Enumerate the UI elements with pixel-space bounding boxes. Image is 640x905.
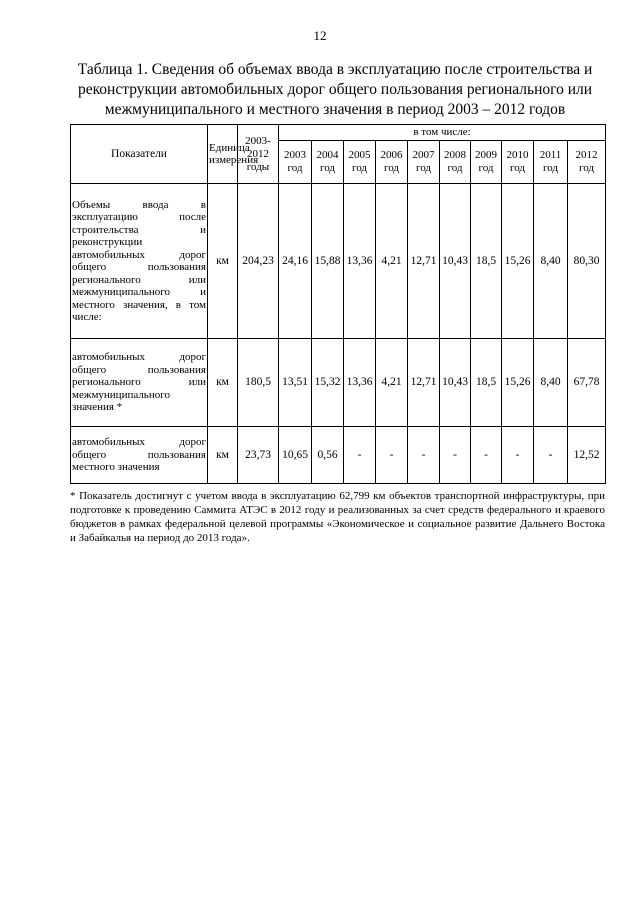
row-label: Объемы ввода в эксплуатацию после строительства и реконструкции автомобильных дорог общего пользования регионального или межмуниципального и местного значения, в том числе: [71, 184, 208, 339]
row-value: 0,56 [312, 427, 344, 484]
header-year: 2010 год [502, 141, 534, 184]
row-value: 4,21 [376, 184, 408, 339]
row-value: 10,43 [440, 184, 471, 339]
header-year: 2005 год [344, 141, 376, 184]
row-value: 13,51 [279, 339, 312, 427]
header-year: 2009 год [471, 141, 502, 184]
row-value: - [376, 427, 408, 484]
row-label: автомобильных дорог общего пользования регионального или межмуниципального значения * [71, 339, 208, 427]
row-value: 10,65 [279, 427, 312, 484]
row-value: 15,26 [502, 184, 534, 339]
footnote: * Показатель достигнут с учетом ввода в эксплуатацию 62,799 км объектов транспортной инфраструктуры, при подготовке к проведению Саммита АТЭС в 2012 году и реализованных за счет средств федерального и краевого бюджетов в рамках федеральной целевой программы «Экономическое и социальное развитие Дальнего Востока и Забайкалья на период до 2013 года». [70, 490, 605, 544]
row-value: 15,32 [312, 339, 344, 427]
header-year: 2007 год [408, 141, 440, 184]
row-value: 12,71 [408, 339, 440, 427]
row-value: 12,71 [408, 184, 440, 339]
row-value: 8,40 [534, 339, 568, 427]
page-number: 12 [313, 28, 327, 43]
row-value: 15,26 [502, 339, 534, 427]
row-value: - [344, 427, 376, 484]
row-value: - [502, 427, 534, 484]
row-total: 180,5 [238, 339, 279, 427]
header-year: 2012 год [568, 141, 606, 184]
header-year: 2011 год [534, 141, 568, 184]
row-value: 4,21 [376, 339, 408, 427]
table-row [71, 184, 606, 339]
header-total: 2003-2012 годы [238, 125, 279, 184]
row-total: 23,73 [238, 427, 279, 484]
header-unit: Единица измерения [208, 125, 238, 184]
row-unit: км [208, 339, 238, 427]
row-value: 8,40 [534, 184, 568, 339]
row-label: автомобильных дорог общего пользования местного значения [71, 427, 208, 484]
header-including: в том числе: [279, 125, 606, 141]
data-table [70, 124, 606, 484]
row-total: 204,23 [238, 184, 279, 339]
row-value: 24,16 [279, 184, 312, 339]
row-value: - [440, 427, 471, 484]
table-row [71, 427, 606, 484]
row-value: 13,36 [344, 184, 376, 339]
header-year: 2006 год [376, 141, 408, 184]
row-value: 67,78 [568, 339, 606, 427]
row-value: 12,52 [568, 427, 606, 484]
row-unit: км [208, 427, 238, 484]
table-row [71, 339, 606, 427]
row-value: - [408, 427, 440, 484]
row-value: - [471, 427, 502, 484]
row-value: - [534, 427, 568, 484]
header-indicators: Показатели [71, 125, 208, 184]
row-value: 18,5 [471, 339, 502, 427]
header-year: 2008 год [440, 141, 471, 184]
header-year: 2004 год [312, 141, 344, 184]
row-unit: км [208, 184, 238, 339]
row-value: 13,36 [344, 339, 376, 427]
row-value: 15,88 [312, 184, 344, 339]
row-value: 80,30 [568, 184, 606, 339]
table-title: Таблица 1. Сведения об объемах ввода в эксплуатацию после строительства и реконструкции автомобильных дорог общего пользования регионального или межмуниципального и местного значения в период 2003 – 2012 годов [77, 61, 593, 118]
header-year: 2003 год [279, 141, 312, 184]
row-value: 10,43 [440, 339, 471, 427]
row-value: 18,5 [471, 184, 502, 339]
